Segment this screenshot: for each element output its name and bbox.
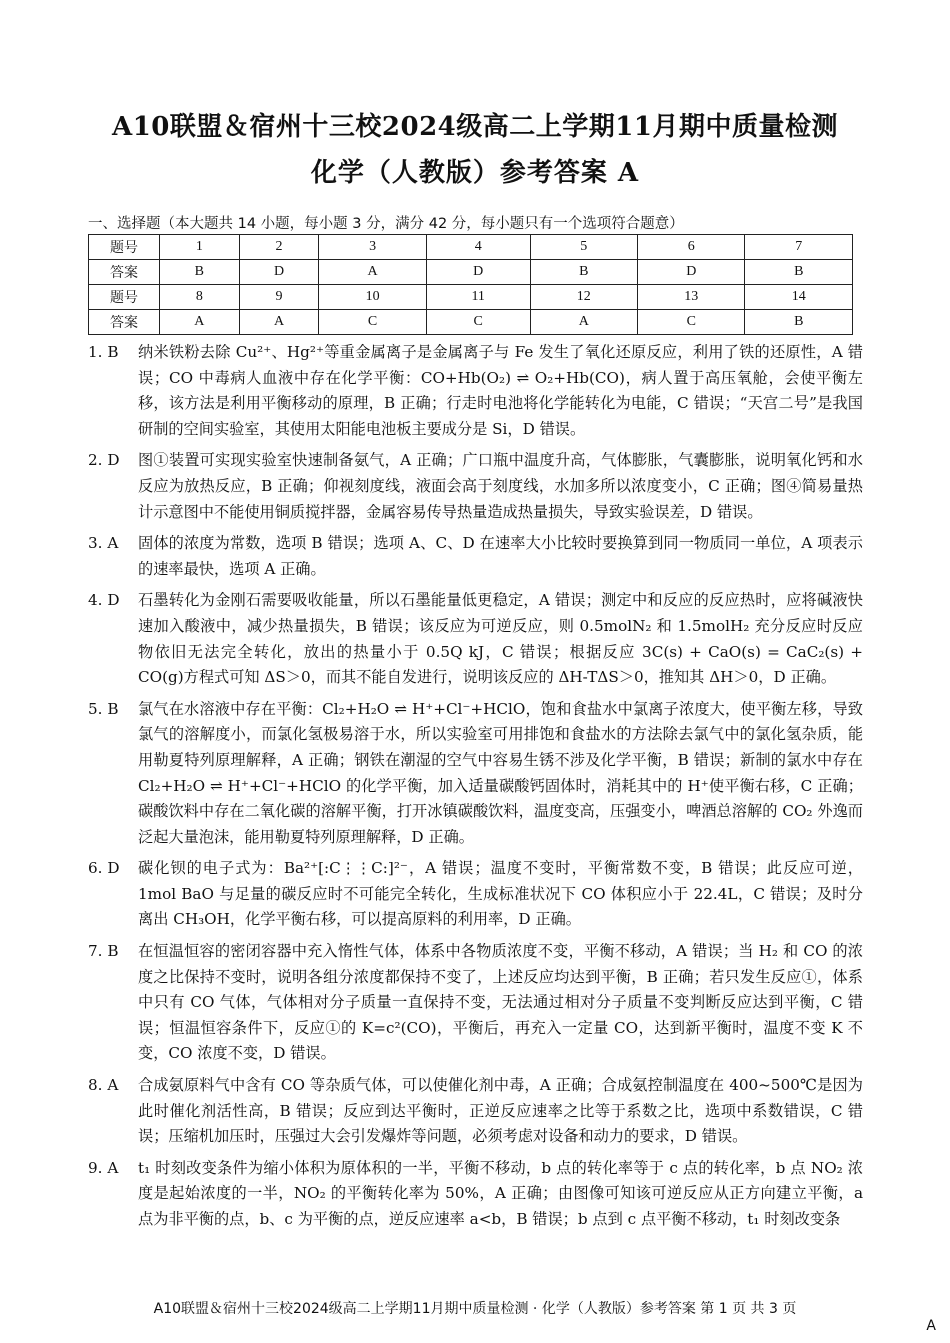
- answer-cell: C: [426, 310, 530, 335]
- answer-cell: B: [160, 260, 240, 285]
- question-number-cell: 11: [426, 285, 530, 310]
- question-number-cell: 5: [530, 235, 637, 260]
- question-number-row: [89, 235, 853, 260]
- answer-row: [89, 310, 853, 335]
- item-number: 6. D: [88, 859, 120, 878]
- item-number: 2. D: [88, 451, 120, 470]
- corner-mark: A: [926, 1318, 936, 1334]
- question-number-cell: 10: [319, 285, 426, 310]
- item-text: 在恒温恒容的密闭容器中充入惰性气体，体系中各物质浓度不变，平衡不移动，A 错误；当 H₂ 和 CO 的浓度之比保持不变时，说明各组分浓度都保持不变了，上述反应均达到平衡，B 正确；若只发生反应①，体系中只有 CO 气体，气体相对分子质量一直保持不变，无法通过相对分子质量不变判断反应达到平衡，C 错误；恒温恒容条件下，反应①的 K=c²(CO)，平衡后，再充入一定量 CO，达到新平衡时，温度不变 K 不变，CO 浓度不变，D 错误。: [138, 942, 863, 1063]
- question-number-cell: 6: [638, 235, 745, 260]
- explanation-item: [88, 1156, 863, 1233]
- question-number-cell: 8: [160, 285, 240, 310]
- answer-cell: D: [426, 260, 530, 285]
- question-number-cell: 1: [160, 235, 240, 260]
- item-text: 固体的浓度为常数，选项 B 错误；选项 A、C、D 在速率大小比较时要换算到同一物质同一单位，A 项表示的速率最快，选项 A 正确。: [138, 534, 863, 578]
- question-label-cell: 题号: [89, 235, 160, 260]
- explanation-item: [88, 448, 863, 525]
- answer-label-cell: 答案: [89, 260, 160, 285]
- section-heading: 一、选择题（本大题共 14 小题，每小题 3 分，满分 42 分，每小题只有一个选项符合题意）: [88, 216, 684, 232]
- question-number-cell: 4: [426, 235, 530, 260]
- answer-row: [89, 260, 853, 285]
- item-number: 9. A: [88, 1158, 119, 1177]
- answer-label-cell: 答案: [89, 310, 160, 335]
- item-number: 8. A: [88, 1076, 119, 1095]
- item-text: 纳米铁粉去除 Cu²⁺、Hg²⁺等重金属离子是金属离子与 Fe 发生了氧化还原反应，利用了铁的还原性，A 错误；CO 中毒病人血液中存在化学平衡：CO+Hb(O₂) ⇌ O₂+Hb(CO)，病人置于高压氧舱，会使平衡左移，该方法是利用平衡移动的原理，B 正确；行走时电池将化学能转化为电能，C 错误；“天宫二号”是我国研制的空间实验室，其使用太阳能电池板主要成分是 Si，D 错误。: [138, 343, 863, 438]
- explanation-item: [88, 340, 863, 442]
- answer-table: [88, 234, 853, 335]
- item-text: 石墨转化为金刚石需要吸收能量，所以石墨能量低更稳定，A 错误；测定中和反应的反应热时，应将碱液快速加入酸液中，减少热量损失，B 错误；该反应为可逆反应，则 0.5molN₂ 和 1.5molH₂ 充分反应时反应物依旧无法完全转化，放出的热量小于 0.5Q kJ，C 错误；根据反应 3C(s) + CaO(s) = CaC₂(s) + CO(g)方程式可知 ΔS＞0，而其不能自发进行，说明该反应的 ΔH-TΔS＞0，推知其 ΔH＞0，D 正确。: [138, 591, 863, 687]
- document-title: A10联盟＆宿州十三校2024级高二上学期11月期中质量检测: [112, 112, 838, 142]
- answer-cell: A: [530, 310, 637, 335]
- answer-cell: A: [160, 310, 240, 335]
- question-number-cell: 9: [239, 285, 319, 310]
- item-number: 4. D: [88, 591, 120, 610]
- item-text: 氯气在水溶液中存在平衡：Cl₂+H₂O ⇌ H⁺+Cl⁻+HClO，饱和食盐水中氯离子浓度大，使平衡左移，导致氯气的溶解度小，而氯化氢极易溶于水，所以实验室可用排饱和食盐水的方法除去氯气中的氯化氢杂质，能用勒夏特列原理解释，A 正确；钢铁在潮湿的空气中容易生锈不涉及化学平衡，B 错误；新制的氯水中存在 Cl₂+H₂O ⇌ H⁺+Cl⁻+HClO 的化学平衡，加入适量碳酸钙固体时，消耗其中的 H⁺使平衡右移，C 正确；碳酸饮料中存在二氧化碳的溶解平衡，打开冰镇碳酸饮料，温度变高，压强变小，啤酒总溶解的 CO₂ 外逸而泛起大量泡沫，能用勒夏特列原理解释，D 正确。: [138, 699, 863, 846]
- item-number: 7. B: [88, 942, 119, 961]
- item-number: 5. B: [88, 699, 119, 718]
- explanation-item: [88, 856, 863, 933]
- question-number-cell: 12: [530, 285, 637, 310]
- answer-cell: A: [239, 310, 319, 335]
- question-number-cell: 14: [745, 285, 853, 310]
- question-label-cell: 题号: [89, 285, 160, 310]
- explanation-item: [88, 1073, 863, 1150]
- answer-cell: B: [530, 260, 637, 285]
- question-number-cell: 13: [638, 285, 745, 310]
- explanation-item: [88, 531, 863, 582]
- question-number-row: [89, 285, 853, 310]
- item-text: t₁ 时刻改变条件为缩小体积为原体积的一半，平衡不移动，b 点的转化率等于 c 点的转化率，b 点 NO₂ 浓度是起始浓度的一半，NO₂ 的平衡转化率为 50%，A 正确；由图像可知该可逆反应从正方向建立平衡，a 点为非平衡的点，b、c 为平衡的点，逆反应速率 a<b，B 错误；b 点到 c 点平衡不移动，t₁ 时刻改变条: [138, 1158, 863, 1228]
- item-number: 1. B: [88, 343, 119, 361]
- explanation-item: [88, 588, 863, 690]
- item-text: 碳化钡的电子式为：Ba²⁺[:C⋮⋮C:]²⁻，A 错误；温度不变时，平衡常数不变，B 错误；此反应可逆，1mol BaO 与足量的碳反应时不可能完全转化，生成标准状况下 CO 体积应小于 22.4L，C 错误；及时分离出 CH₃OH，化学平衡右移，可以提高原料的利用率，D 正确。: [138, 859, 863, 929]
- answer-cell: B: [745, 310, 853, 335]
- answer-cell: D: [239, 260, 319, 285]
- answer-cell: D: [638, 260, 745, 285]
- answer-cell: A: [319, 260, 426, 285]
- item-text: 合成氨原料气中含有 CO 等杂质气体，可以使催化剂中毒，A 正确；合成氨控制温度在 400~500℃是因为此时催化剂活性高，B 错误；反应到达平衡时，正逆反应速率之比等于系数之比，选项中系数错误，C 错误；压缩机加压时，压强过大会引发爆炸等问题，必须考虑对设备和动力的要求，D 错误。: [138, 1076, 863, 1146]
- document-subtitle: 化学（人教版）参考答案 A: [310, 158, 640, 188]
- question-number-cell: 7: [745, 235, 853, 260]
- question-number-cell: 3: [319, 235, 426, 260]
- explanation-list: [88, 340, 863, 1239]
- explanation-item: [88, 939, 863, 1067]
- answer-cell: C: [319, 310, 426, 335]
- answer-cell: B: [745, 260, 853, 285]
- item-text: 图①装置可实现实验室快速制备氨气，A 正确；广口瓶中温度升高，气体膨胀，气囊膨胀，说明氧化钙和水反应为放热反应，B 正确；仰视刻度线，液面会高于刻度线，水加多所以浓度变小，C 正确；图④简易量热计示意图中不能使用铜质搅拌器，金属容易传导热量造成热量损失，导致实验误差，D 错误。: [138, 451, 863, 521]
- question-number-cell: 2: [239, 235, 319, 260]
- item-number: 3. A: [88, 534, 119, 553]
- explanation-item: [88, 697, 863, 851]
- answer-cell: C: [638, 310, 745, 335]
- page-footer: A10联盟＆宿州十三校2024级高二上学期11月期中质量检测 · 化学（人教版）参考答案 第 1 页 共 3 页: [153, 1301, 797, 1317]
